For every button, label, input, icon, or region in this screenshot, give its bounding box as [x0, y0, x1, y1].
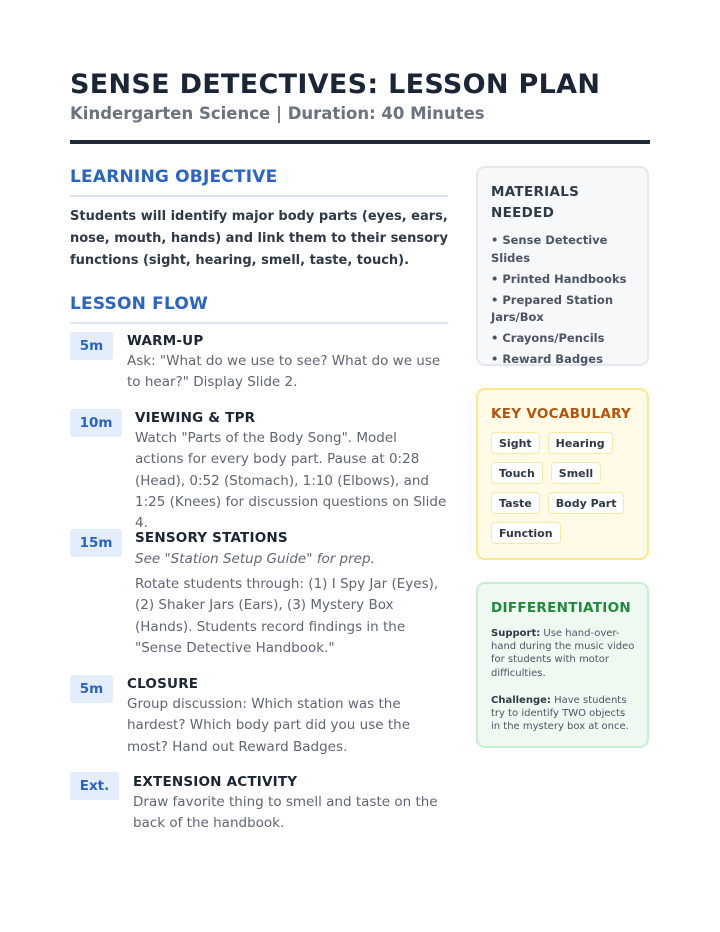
- lesson-flow-heading: LESSON FLOW: [70, 294, 209, 314]
- step-text: Watch "Parts of the Body Song". Model actions for every body part. Pause at 0:28 (Head), 0:52 (Stomach), 1:10 (Elbows), and 1:25 (Knees) for discussion questions on Slide 4.: [135, 430, 447, 532]
- materials-heading: MATERIALS NEEDED: [491, 184, 580, 221]
- page-subtitle: Kindergarten Science | Duration: 40 Minutes: [70, 104, 485, 123]
- lesson-flow-header: [70, 293, 448, 324]
- step-text: Draw favorite thing to smell and taste on the back of the handbook.: [133, 794, 438, 832]
- step-text: Ask: "What do we use to see? What do we use to hear?" Display Slide 2.: [127, 353, 441, 391]
- step-body: [127, 674, 449, 758]
- vocab-chip: Sight: [491, 432, 540, 454]
- vocab-chip: Function: [491, 522, 561, 544]
- step-time-badge: 10m: [70, 409, 122, 437]
- materials-card: [476, 166, 649, 366]
- step-body: [135, 528, 449, 659]
- vocabulary-grid: [491, 432, 641, 544]
- list-item: • Crayons/Pencils: [491, 331, 605, 345]
- differentiation-card: [476, 582, 649, 748]
- objective-divider: [70, 195, 448, 197]
- step-time-badge: Ext.: [70, 772, 119, 800]
- challenge-text: Have students try to identify TWO objects in the mystery box at once.: [491, 694, 629, 733]
- differentiation-heading: DIFFERENTIATION: [491, 600, 631, 616]
- step-body: [135, 408, 449, 534]
- lesson-flow-divider: [70, 322, 448, 324]
- objective-heading: LEARNING OBJECTIVE: [70, 167, 278, 187]
- vocab-chip: Smell: [551, 462, 601, 484]
- support-text: Use hand-over-hand during the music video for students with motor difficulties.: [491, 628, 635, 679]
- page-title: SENSE DETECTIVES: LESSON PLAN: [70, 69, 601, 100]
- vocab-chip: Body Part: [548, 492, 625, 514]
- step-time-badge: 5m: [70, 675, 113, 703]
- step-title: EXTENSION ACTIVITY: [133, 774, 298, 790]
- step-title: SENSORY STATIONS: [135, 530, 288, 546]
- vocab-chip: Hearing: [548, 432, 613, 454]
- step-title: CLOSURE: [127, 676, 199, 692]
- header-divider: [70, 140, 650, 144]
- challenge-paragraph: [491, 694, 635, 734]
- vocab-chip: Taste: [491, 492, 540, 514]
- challenge-label: Challenge:: [491, 694, 551, 706]
- step-time-badge: 15m: [70, 529, 122, 557]
- learning-objective-section: [70, 166, 448, 272]
- step-title: VIEWING & TPR: [135, 410, 256, 426]
- vocabulary-card: [476, 388, 649, 560]
- step-time-badge: 5m: [70, 332, 113, 360]
- support-label: Support:: [491, 628, 541, 639]
- step-body: [133, 772, 449, 835]
- list-item: • Prepared Station Jars/Box: [491, 292, 614, 324]
- materials-list: [491, 232, 635, 369]
- step-text: Rotate students through: (1) I Spy Jar (Eyes), (2) Shaker Jars (Ears), (3) Mystery Box (Hands). Students record findings in the "Sense Detective Handbook.": [135, 576, 439, 656]
- list-item: • Reward Badges: [491, 352, 603, 366]
- support-paragraph: [491, 627, 635, 680]
- step-title: WARM-UP: [127, 333, 204, 349]
- step-text: Group discussion: Which station was the hardest? Which body part did you use the most? Hand out Reward Badges.: [127, 696, 410, 755]
- step-body: [127, 331, 449, 394]
- objective-text: Students will identify major body parts (eyes, ears, nose, mouth, hands) and link them to their sensory functions (sight, hearing, smell, taste, touch).: [70, 209, 448, 268]
- vocab-chip: Touch: [491, 462, 543, 484]
- list-item: • Printed Handbooks: [491, 271, 627, 286]
- vocabulary-heading: KEY VOCABULARY: [491, 406, 632, 422]
- list-item: • Sense Detective Slides: [491, 233, 608, 265]
- step-note: See "Station Setup Guide" for prep.: [135, 551, 375, 567]
- page-header: [70, 68, 650, 126]
